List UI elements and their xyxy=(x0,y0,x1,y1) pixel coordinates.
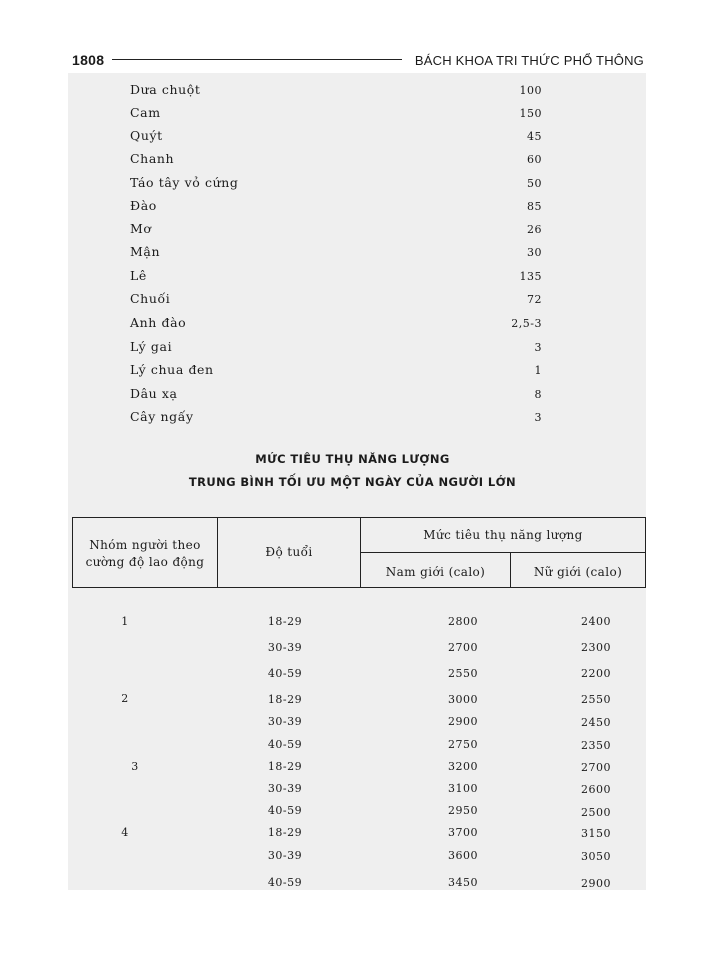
cell-group: 3 xyxy=(131,760,139,773)
cell-male: 3700 xyxy=(448,826,478,839)
cell-female: 2450 xyxy=(581,716,611,729)
cell-male: 3600 xyxy=(448,849,478,862)
fruit-name: Đào xyxy=(130,198,157,213)
list-item xyxy=(0,198,705,218)
fruit-name: Dưa chuột xyxy=(130,82,201,97)
cell-male: 3000 xyxy=(448,693,478,706)
fruit-value: 8 xyxy=(534,388,542,401)
cell-group: 4 xyxy=(121,826,129,839)
fruit-name: Lê xyxy=(130,268,147,283)
list-item xyxy=(0,221,705,241)
fruit-name: Dâu xạ xyxy=(130,386,178,401)
fruit-value: 150 xyxy=(519,107,542,120)
fruit-name: Lý gai xyxy=(130,339,173,354)
list-item xyxy=(0,339,705,359)
cell-age: 30-39 xyxy=(267,849,303,862)
cell-female: 3150 xyxy=(581,827,611,840)
cell-age: 18-29 xyxy=(267,693,303,706)
fruit-value: 26 xyxy=(527,223,542,236)
cell-female: 2550 xyxy=(581,693,611,706)
cell-age: 40-59 xyxy=(267,667,303,680)
fruit-name: Lý chua đen xyxy=(130,362,214,377)
cell-male: 3450 xyxy=(448,876,478,889)
cell-age: 18-29 xyxy=(267,760,303,773)
fruit-value: 60 xyxy=(527,153,542,166)
header-rule xyxy=(112,59,402,60)
running-header xyxy=(72,52,644,70)
fruit-value: 2,5-3 xyxy=(511,317,542,330)
fruit-name: Táo tây vỏ cứng xyxy=(130,175,239,190)
fruit-value: 50 xyxy=(527,177,542,190)
fruit-value: 100 xyxy=(519,84,542,97)
cell-age: 18-29 xyxy=(267,826,303,839)
cell-group: 1 xyxy=(121,615,129,628)
cell-age: 30-39 xyxy=(267,782,303,795)
list-item xyxy=(0,82,705,102)
cell-age: 30-39 xyxy=(267,715,303,728)
fruit-name: Chanh xyxy=(130,151,175,166)
header-group xyxy=(73,537,217,571)
fruit-value: 45 xyxy=(527,130,542,143)
cell-male: 2750 xyxy=(448,738,478,751)
header-female: Nữ giới (calo) xyxy=(533,565,623,579)
cell-female: 2400 xyxy=(581,615,611,628)
header-consumption: Mức tiêu thụ năng lượng xyxy=(423,528,583,542)
cell-group: 2 xyxy=(121,692,129,705)
cell-female: 2200 xyxy=(581,667,611,680)
cell-age: 40-59 xyxy=(267,876,303,889)
fruit-name: Quýt xyxy=(130,128,163,143)
header-male: Nam giới (calo) xyxy=(385,565,486,579)
cell-male: 3200 xyxy=(448,760,478,773)
fruit-name: Anh đào xyxy=(130,315,187,330)
cell-male: 2550 xyxy=(448,667,478,680)
list-item xyxy=(0,268,705,288)
cell-female: 2500 xyxy=(581,806,611,819)
cell-male: 2900 xyxy=(448,715,478,728)
table-top-rule xyxy=(72,517,646,518)
list-item xyxy=(0,175,705,195)
fruit-value: 1 xyxy=(534,364,542,377)
header-group-line1: Nhóm người theo xyxy=(89,538,201,552)
header-group-line2: cường độ lao động xyxy=(85,555,205,569)
cell-female: 2300 xyxy=(581,641,611,654)
list-item xyxy=(0,362,705,382)
table-subtitle: TRUNG BÌNH TỐI ƯU MỘT NGÀY CỦA NGƯỜI LỚN xyxy=(188,475,517,489)
header-age: Độ tuổi xyxy=(265,545,313,559)
cell-male: 2950 xyxy=(448,804,478,817)
fruit-value: 30 xyxy=(527,246,542,259)
list-item xyxy=(0,128,705,148)
cell-female: 3050 xyxy=(581,850,611,863)
header-bottom-rule xyxy=(72,587,646,588)
cell-female: 2900 xyxy=(581,877,611,890)
list-item xyxy=(0,105,705,125)
book-title: BÁCH KHOA TRI THỨC PHỔ THÔNG xyxy=(414,53,644,68)
cell-female: 2350 xyxy=(581,739,611,752)
page-number: 1808 xyxy=(72,52,105,68)
fruit-value: 3 xyxy=(534,341,542,354)
fruit-value: 135 xyxy=(519,270,542,283)
table-right-rule xyxy=(645,517,646,588)
fruit-name: Cây ngấy xyxy=(130,409,194,424)
cell-female: 2700 xyxy=(581,761,611,774)
cell-age: 30-39 xyxy=(267,641,303,654)
cell-male: 3100 xyxy=(448,782,478,795)
cell-female: 2600 xyxy=(581,783,611,796)
list-item xyxy=(0,386,705,406)
list-item xyxy=(0,291,705,311)
subheader-rule xyxy=(360,552,646,553)
list-item xyxy=(0,244,705,264)
table-title: MỨC TIÊU THỤ NĂNG LƯỢNG xyxy=(255,452,450,466)
cell-male: 2800 xyxy=(448,615,478,628)
fruit-value: 3 xyxy=(534,411,542,424)
fruit-name: Mận xyxy=(130,244,161,259)
cell-age: 18-29 xyxy=(267,615,303,628)
cell-age: 40-59 xyxy=(267,804,303,817)
list-item xyxy=(0,151,705,171)
list-item xyxy=(0,409,705,429)
cell-male: 2700 xyxy=(448,641,478,654)
fruit-value: 85 xyxy=(527,200,542,213)
cell-age: 40-59 xyxy=(267,738,303,751)
list-item xyxy=(0,315,705,335)
fruit-name: Cam xyxy=(130,105,161,120)
fruit-name: Mơ xyxy=(130,221,152,236)
fruit-name: Chuối xyxy=(130,291,171,306)
fruit-value: 72 xyxy=(527,293,542,306)
